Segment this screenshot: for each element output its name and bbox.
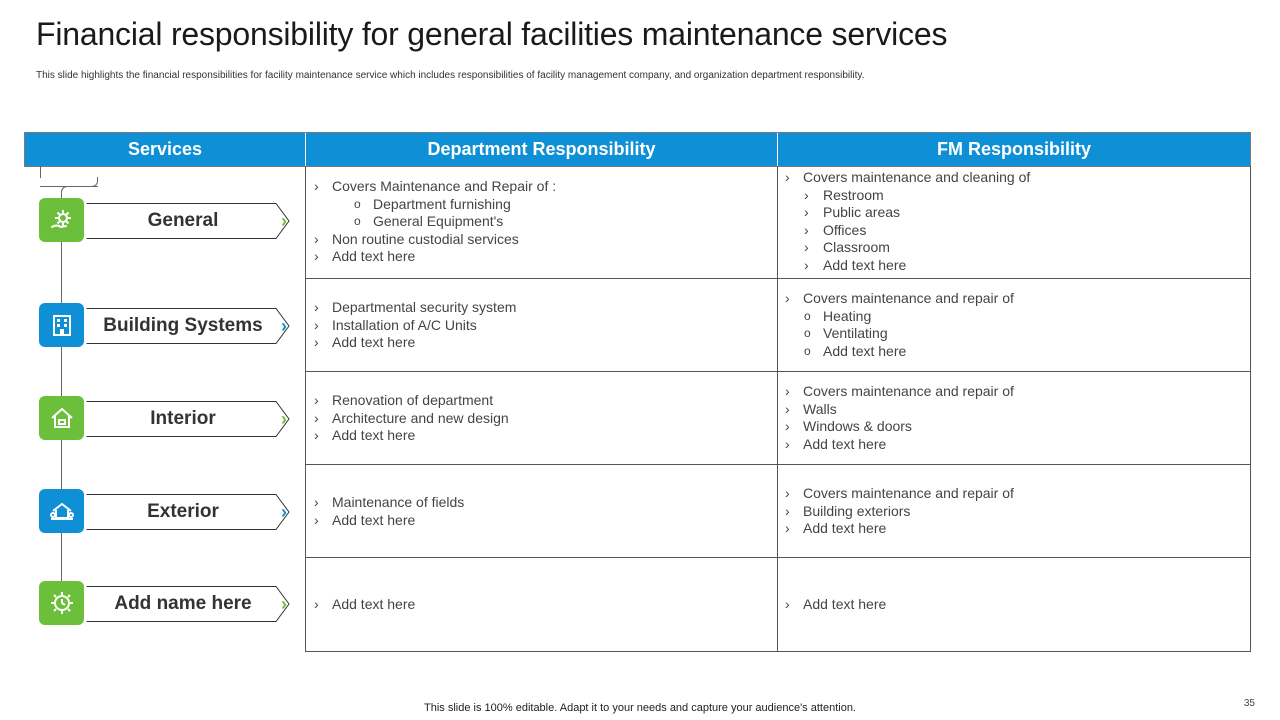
connector-line <box>61 186 98 198</box>
dept-cell-general <box>305 166 778 279</box>
list-item: › Classroom <box>804 239 890 256</box>
list-item: › Add text here <box>314 334 416 351</box>
list-item: o Heating <box>804 307 872 324</box>
list-item: o Department furnishing <box>354 195 511 212</box>
list-item: o Add text here <box>804 342 907 359</box>
list-item: › Add text here <box>804 256 907 273</box>
service-name: Add name here <box>114 593 252 614</box>
list-item: › Restroom <box>804 186 884 203</box>
fm-cell-add-name <box>777 558 1251 652</box>
chevron-right-icon: › <box>281 409 287 429</box>
dept-cell-building-systems <box>305 279 778 372</box>
list-item: › Renovation of department <box>314 392 494 408</box>
list-item: › Offices <box>804 221 867 238</box>
list-item: › Add text here <box>785 435 887 452</box>
clock-gear-icon <box>39 581 84 625</box>
chevron-right-icon: › <box>281 594 287 614</box>
building-icon <box>39 303 84 347</box>
list-item: › Add text here <box>314 427 416 444</box>
list-item: › Departmental security system <box>314 299 517 315</box>
slide-title: Financial responsibility for general facilities maintenance services <box>36 16 948 52</box>
list-item: › Windows & doors <box>785 418 912 435</box>
dept-cell-interior <box>305 372 778 465</box>
dept-cell-add-name <box>305 558 778 652</box>
header-department-responsibility: Department Responsibility <box>306 133 777 166</box>
service-name: General <box>147 210 219 231</box>
list-item: › Architecture and new design <box>314 409 509 426</box>
service-name: Interior <box>150 408 216 429</box>
list-item: › Covers maintenance and repair of <box>785 383 1014 399</box>
fm-cell-interior <box>777 372 1251 465</box>
service-name: Building Systems <box>103 315 263 336</box>
service-label-exterior <box>86 494 290 530</box>
service-label-building-systems <box>86 308 290 344</box>
service-name: Exterior <box>147 501 219 522</box>
list-item: › Add text here <box>314 248 416 265</box>
slide-subtitle: This slide highlights the financial responsibilities for facility maintenance service which includes responsibilities of facility management company, and organization department responsibility. <box>36 70 865 81</box>
chevron-right-icon: › <box>281 502 287 522</box>
header-fm-responsibility: FM Responsibility <box>778 133 1250 166</box>
list-item: › Covers maintenance and repair of <box>785 290 1014 306</box>
list-item: › Covers maintenance and cleaning of <box>785 169 1031 185</box>
service-label-add-name <box>86 586 290 622</box>
fm-cell-exterior <box>777 465 1251 558</box>
list-item: › Covers Maintenance and Repair of : <box>314 178 557 194</box>
list-item: › Maintenance of fields <box>314 494 465 510</box>
fm-cell-general <box>777 166 1251 279</box>
list-item: › Building exteriors <box>785 502 911 519</box>
list-item: o Ventilating <box>804 325 888 342</box>
gear-hand-icon <box>39 198 84 242</box>
list-item: › Walls <box>785 400 837 417</box>
service-label-interior <box>86 401 290 437</box>
list-item: › Add text here <box>785 596 887 612</box>
list-item: › Covers maintenance and repair of <box>785 485 1014 501</box>
list-item: › Public areas <box>804 204 901 221</box>
list-item: › Add text here <box>314 596 416 612</box>
house-exterior-icon <box>39 489 84 533</box>
list-item: › Add text here <box>314 511 416 528</box>
slide-footer: This slide is 100% editable. Adapt it to your needs and capture your audience's attention. <box>424 702 856 714</box>
list-item: o General Equipment's <box>354 213 504 230</box>
chevron-right-icon: › <box>281 211 287 231</box>
list-item: › Installation of A/C Units <box>314 316 477 333</box>
list-item: › Add text here <box>785 520 887 537</box>
service-label-general <box>86 203 290 239</box>
chevron-right-icon: › <box>281 316 287 336</box>
page-number: 35 <box>1243 698 1255 709</box>
dept-cell-exterior <box>305 465 778 558</box>
list-item: › Non routine custodial services <box>314 230 519 247</box>
fm-cell-building-systems <box>777 279 1251 372</box>
house-interior-icon <box>39 396 84 440</box>
header-services: Services <box>25 133 305 166</box>
